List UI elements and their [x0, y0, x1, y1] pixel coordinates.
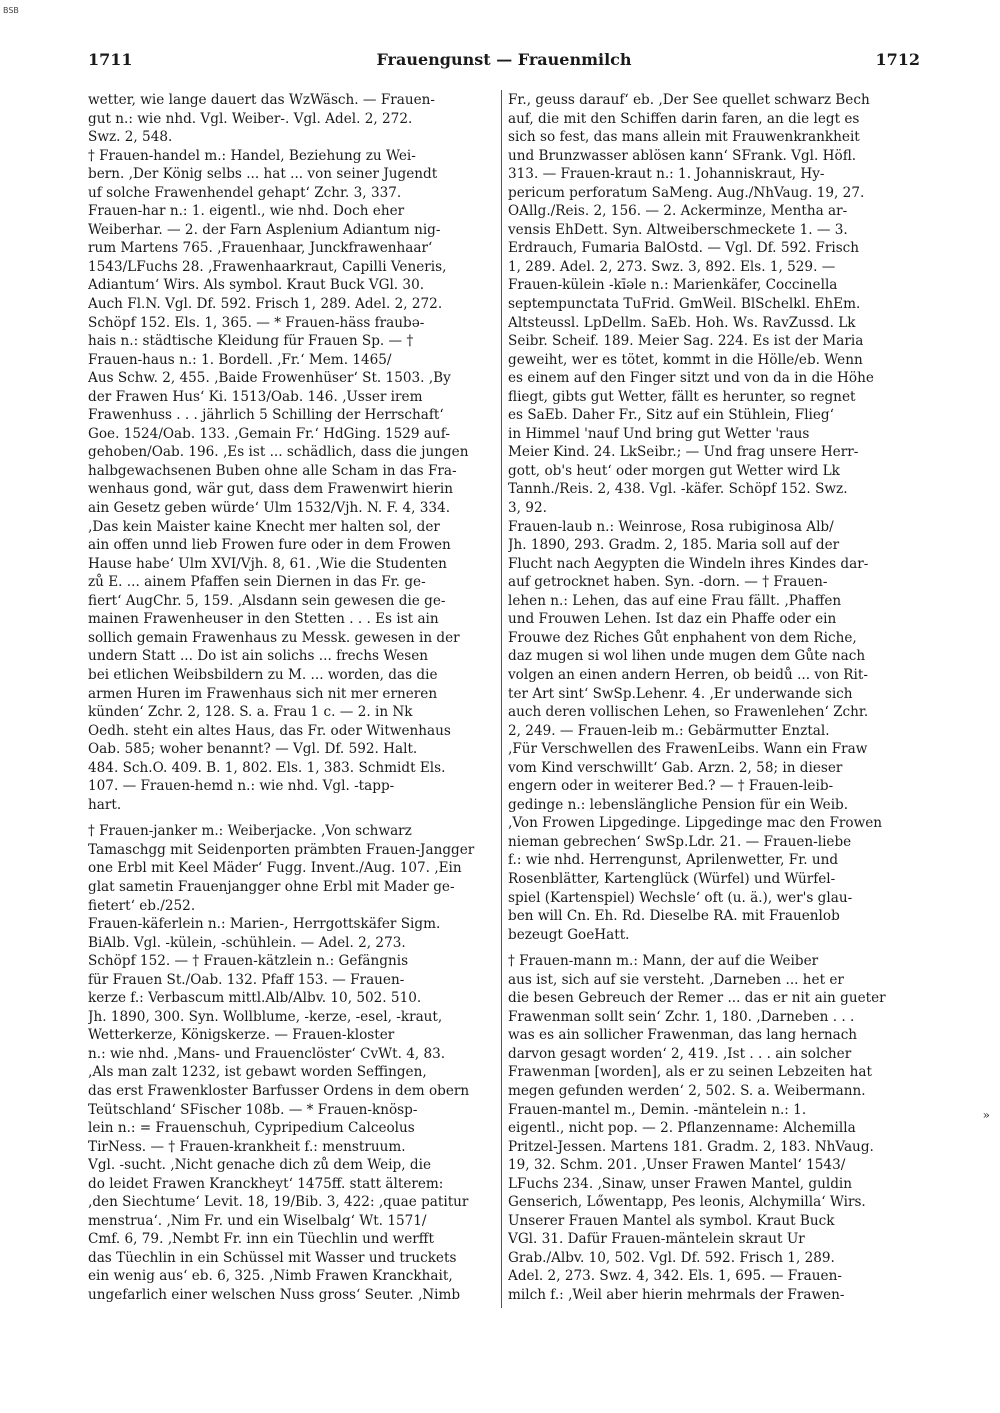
text-line: megen gefunden werden‘ 2, 502. S. a. Weibermann. [508, 1082, 866, 1099]
text-line: wenhaus gond, wär gut, dass dem Frawenwirt hierin [88, 481, 453, 498]
text-line: 107. — Frauen-hemd n.: wie nhd. Vgl. -tapp- [88, 778, 395, 795]
text-line: ungefarlich einer welschen Nuss gross‘ Seuter. ‚Nimb [88, 1287, 461, 1303]
text-line: Genserich, Lőwentapp, Pes leonis, Alchymilla‘ Wirs. [508, 1194, 866, 1211]
text-line: † Frauen-mann m.: Mann, der auf die Weiber [508, 953, 819, 970]
text-line: Frouwe dez Riches Gůt enphahent von dem Riche, [508, 629, 857, 646]
text-line: Frawenman [worden], als er zu seinen Lebzeiten hat [508, 1064, 872, 1081]
text-line: und Frouwen Lehen. Ist daz ein Phaffe oder ein [508, 611, 837, 628]
text-line: und Brunzwasser ablösen kann‘ SFrank. Vgl. Höfl. [508, 147, 857, 164]
text-line: ‚Das kein Maister kaine Knecht mer halten sol, der [88, 518, 440, 535]
text-line: Aus Schw. 2, 455. ‚Baide Frowenhüser‘ St. 1503. ‚By [88, 370, 451, 387]
text-line: das erst Frawenkloster Barfusser Ordens in dem obern [88, 1082, 470, 1099]
text-line: die besen Gebreuch der Remer ... das er nit ain gueter [508, 990, 886, 1007]
text-line: † Frauen-janker m.: Weiberjacke. ‚Von schwarz [88, 823, 412, 840]
text-line: ben will Cn. Eh. Rd. Dieselbe RA. mit Frauenlob [508, 908, 840, 925]
text-line: LFuchs 234. ‚Sinaw, unser Frawen Mantel, guldin [508, 1175, 852, 1192]
text-line: glat sametin Frauenjangger ohne Erbl mit Mader ge- [88, 878, 455, 895]
paragraph-gap [88, 814, 496, 822]
text-line: Oedh. steht ein altes Haus, das Fr. oder Witwenhaus [88, 722, 451, 739]
text-line: rum Martens 765. ‚Frauenhaar, Junckfrawenhaar‘ [88, 240, 433, 257]
text-line: pericum perforatum SaMeng. Aug./NhVaug. 19, 27. [508, 184, 865, 201]
text-line: gott, ob's heut‘ oder morgen gut Wetter wird Lk [508, 462, 840, 479]
text-line: ain offen unnd lieb Frowen fure oder in dem Frowen [88, 537, 451, 554]
running-title: Frauengunst — Frauenmilch [376, 50, 632, 69]
text-line: auf, die mit den Schiffen darin faren, an die legt es [508, 110, 860, 127]
library-corner-label: BSB [3, 6, 19, 15]
text-line: ‚Als man zalt 1232, ist gebawt worden Seffingen, [88, 1064, 427, 1081]
text-line: Rosenblätter, Kartenglück (Würfel) und Würfel- [508, 870, 836, 887]
text-line: Pritzel-Jessen. Martens 181. Gradm. 2, 183. NhVaug. [508, 1138, 874, 1155]
text-line: Frauen-laub n.: Weinrose, Rosa rubiginosa Alb/ [508, 518, 834, 535]
page-header [88, 50, 920, 74]
text-line: Unserer Frauen Mantel als symbol. Kraut Buck [508, 1212, 835, 1229]
text-line: Wetterkerze, Königskerze. — Frauen-kloster [88, 1027, 395, 1044]
text-line: ‚Von Frowen Lipgedinge. Lipgedinge mac den Frowen [508, 815, 883, 832]
text-line: Flucht nach Aegypten die Windeln ihres Kindes dar- [508, 555, 869, 572]
text-line: fietert‘ eb./252. [88, 897, 196, 914]
text-line: sich so fest, das mans allein mit Frauwenkrankheit [508, 129, 860, 146]
right-column [508, 91, 920, 1305]
text-line: 1543/LFuchs 28. ‚Frawenhaarkraut, Capilli Veneris, [88, 258, 447, 275]
text-line: Schöpf 152. Els. 1, 365. — * Frauen-häss fraubə- [88, 314, 425, 331]
text-line: Frawenman sollt sein‘ Zchr. 1, 180. ‚Darneben . . . [508, 1008, 855, 1025]
text-line: gedinge n.: lebenslängliche Pension für ein Weib. [508, 796, 849, 813]
text-line: daz mugen si wol lihen unde mugen dem Gůte nach [508, 648, 866, 665]
text-line: 484. Sch.O. 409. B. 1, 802. Els. 1, 383. Schmidt Els. [88, 759, 446, 776]
text-line: TirNess. — † Frauen-krankheit f.: menstruum. [88, 1138, 406, 1155]
text-line: Tannh./Reis. 2, 438. Vgl. -käfer. Schöpf 152. Swz. [508, 481, 848, 498]
text-line: lehen n.: Lehen, das auf eine Frau fällt. ‚Phaffen [508, 592, 842, 609]
text-line: Meier Kind. 24. LkSeibr.; — Und frag unsere Herr- [508, 444, 859, 461]
text-line: wetter, wie lange dauert das WzWäsch. — Frauen- [88, 92, 436, 108]
text-line: hais n.: städtische Kleidung für Frauen Sp. — † [88, 333, 414, 350]
text-line: Auch Fl.N. Vgl. Df. 592. Frisch 1, 289. Adel. 2, 272. [88, 296, 443, 313]
text-line: Erdrauch, Fumaria BalOstd. — Vgl. Df. 592. Frisch [508, 240, 860, 257]
text-line: Frauen-käferlein n.: Marien-, Herrgottskäfer Sigm. [88, 916, 441, 933]
text-line: geweiht, wer es tötet, kommt in die Hölle/eb. Wenn [508, 351, 863, 368]
text-line: Vgl. -sucht. ‚Nicht genache dich zů dem Weip, die [88, 1157, 431, 1174]
text-line: Seibr. Scheif. 189. Meier Sag. 224. Es ist der Maria [508, 333, 864, 350]
text-line: hart. [88, 796, 122, 813]
text-line: 3, 92. [508, 500, 547, 517]
text-line: BiAlb. Vgl. -külein, -schühlein. — Adel. 2, 273. [88, 934, 406, 951]
text-line: spiel (Kartenspiel) Wechsle‘ oft (u. ä.), wer's glau- [508, 889, 853, 906]
text-line: undern Statt ... Do ist ain solichs ... frechs Wesen [88, 648, 429, 665]
text-line: Adiantum‘ Wirs. Als symbol. Kraut Buck VGl. 30. [88, 277, 425, 294]
text-line: sollich gemain Frawenhaus zu Messk. gewesen in der [88, 629, 460, 646]
text-line: der Frawen Hus‘ Ki. 1513/Oab. 146. ‚Usser irem [88, 388, 423, 405]
text-line: Fr., geuss darauf‘ eb. ‚Der See quellet schwarz Bech [508, 92, 870, 108]
text-line: gehoben/Oab. 196. ‚Es ist ... schädlich, dass die jungen [88, 444, 469, 461]
text-line: eigentl., nicht pop. — 2. Pflanzenname: Alchemilla [508, 1120, 856, 1137]
text-line: Frauen-haus n.: 1. Bordell. ‚Fr.‘ Mem. 1465/ [88, 351, 392, 368]
text-line: † Frauen-handel m.: Handel, Beziehung zu Wei- [88, 147, 416, 164]
text-line: vensis EhDett. Syn. Altweiberschmeckete 1. — 3. [508, 221, 848, 238]
text-line: Altsteussl. LpDellm. SaEb. Hoh. Ws. RavZussd. Lk [508, 314, 856, 331]
text-line: menstrua‘. ‚Nim Fr. und ein Wiselbalg‘ Wt. 1571/ [88, 1212, 427, 1229]
text-line: darvon gesagt worden‘ 2, 419. ‚Ist . . . ain solcher [508, 1045, 852, 1062]
text-line: f.: wie nhd. Herrengunst, Aprilenwetter, Fr. und [508, 852, 839, 869]
text-line: kerze f.: Verbascum mittl.Alb/Albv. 10, 502. 510. [88, 990, 422, 1007]
text-line: milch f.: ‚Weil aber hierin mehrmals der Frawen- [508, 1287, 845, 1303]
text-line: was es ain sollicher Frawenman, das lang hernach [508, 1027, 858, 1044]
right-page-number: 1712 [875, 50, 920, 69]
text-line: Goe. 1524/Oab. 133. ‚Gemain Fr.‘ HdGing. 1529 auf- [88, 425, 450, 442]
text-line: auf getrocknet haben. Syn. -dorn. — † Frauen- [508, 574, 828, 591]
text-line: in Himmel 'nauf Und bring gut Wetter 'raus [508, 425, 810, 442]
margin-mark: » [982, 1108, 990, 1122]
text-line: Tamaschgg mit Seidenporten prämbten Frauen-Jangger [88, 841, 475, 858]
text-line: ain Gesetz geben würde‘ Ulm 1532/Vjh. N. F. 4, 334. [88, 500, 451, 517]
text-line: Schöpf 152. — † Frauen-kätzlein n.: Gefängnis [88, 953, 409, 970]
text-line: armen Huren im Frawenhaus sich nit mer erneren [88, 685, 438, 702]
paragraph-gap [508, 944, 920, 952]
text-line: Frawenhuss . . . jährlich 5 Schilling der Herrschaft‘ [88, 407, 444, 424]
text-line: n.: wie nhd. ‚Mans- und Frauenclöster‘ CvWt. 4, 83. [88, 1045, 446, 1062]
text-line: 2, 249. — Frauen-leib m.: Gebärmutter Enztal. [508, 722, 830, 739]
text-line: Cmf. 6, 79. ‚Nembt Fr. inn ein Tüechlin und werfft [88, 1231, 434, 1248]
text-line: ein wenig aus‘ eb. 6, 325. ‚Nimb Frawen Kranckhait, [88, 1268, 453, 1285]
text-line: VGl. 31. Dafür Frauen-mäntelein skraut Ur [508, 1231, 805, 1248]
text-line: volgen an einen andern Herren, ob beidů ... von Rit- [508, 666, 868, 683]
text-line: Adel. 2, 273. Swz. 4, 342. Els. 1, 695. — Frauen- [508, 1268, 842, 1285]
text-line: künden‘ Zchr. 2, 128. S. a. Frau 1 c. — 2. in Nk [88, 704, 413, 721]
text-line: es einem auf den Finger sitzt und von da in die Höhe [508, 370, 874, 387]
text-line: bezeugt GoeHatt. [508, 926, 630, 943]
text-line: Jh. 1890, 300. Syn. Wollblume, -kerze, -esel, -kraut, [88, 1008, 443, 1025]
text-line: 19, 32. Schm. 201. ‚Unser Frawen Mantel‘ 1543/ [508, 1157, 846, 1174]
text-line: Hause habe‘ Ulm XVI/Vjh. 8, 61. ‚Wie die Studenten [88, 555, 447, 572]
left-column [88, 91, 496, 1305]
text-line: bern. ‚Der König selbs ... hat ... von seiner Jugendt [88, 166, 438, 183]
text-line: nieman gebrechen‘ SwSp.Ldr. 21. — Frauen-liebe [508, 833, 852, 850]
text-line: 313. — Frauen-kraut n.: 1. Johanniskraut, Hy- [508, 166, 825, 183]
text-line: es SaEb. Daher Fr., Sitz auf ein Stühlein, Flieg‘ [508, 407, 834, 424]
text-line: bei etlichen Weibsbildern zu M. ... worden, das die [88, 666, 438, 683]
text-line: engern oder in weiterer Bed.? — † Frauen-leib- [508, 778, 834, 795]
text-line: für Frauen St./Oab. 132. Pfaff 153. — Frauen- [88, 971, 405, 988]
text-line: auch deren vollischen Lehen, so Frawenlehen‘ Zchr. [508, 704, 869, 721]
text-line: septempunctata TuFrid. GmWeil. BlSchelkl. EhEm. [508, 296, 861, 313]
text-line: halbgewachsenen Buben ohne alle Scham in das Fra- [88, 462, 457, 479]
text-line: one Erbl mit Keel Mäder‘ Fugg. Invent./Aug. 107. ‚Ein [88, 860, 462, 877]
text-line: fiert‘ AugChr. 5, 159. ‚Alsdann sein gewesen die ge- [88, 592, 446, 609]
text-line: Teütschland‘ SFischer 108b. — * Frauen-knösp- [88, 1101, 418, 1118]
text-line: Weiberhar. — 2. der Farn Asplenium Adiantum nig- [88, 221, 441, 238]
text-line: Frauen-mantel m., Demin. -mäntelein n.: 1. [508, 1101, 807, 1118]
column-divider [501, 90, 502, 1308]
text-line: do leidet Frawen Kranckheyt‘ 1475ff. statt älterem: [88, 1175, 444, 1192]
text-line: vom Kind verschwillt‘ Gab. Arzn. 2, 58; in dieser [508, 759, 843, 776]
text-line: ‚Für Verschwellen des FrawenLeibs. Wann ein Fraw [508, 741, 868, 758]
text-line: OAllg./Reis. 2, 156. — 2. Ackerminze, Mentha ar- [508, 203, 848, 220]
text-line: aus ist, sich auf sie versteht. ‚Darneben ... het er [508, 971, 844, 988]
text-line: gut n.: wie nhd. Vgl. Weiber-. Vgl. Adel. 2, 272. [88, 110, 413, 127]
text-line: uf solche Frawenhendel gehapt‘ Zchr. 3, 337. [88, 184, 402, 201]
text-line: Swz. 2, 548. [88, 129, 173, 146]
text-line: lein n.: = Frauenschuh, Cypripedium Calceolus [88, 1120, 415, 1137]
text-line: Grab./Albv. 10, 502. Vgl. Df. 592. Frisch 1, 289. [508, 1249, 835, 1266]
text-line: mainen Frawenheuser in den Stetten . . . Es ist ain [88, 611, 439, 628]
text-line: Jh. 1890, 293. Gradm. 2, 185. Maria soll auf der [508, 537, 840, 554]
text-line: ‚den Siechtume‘ Levit. 18, 19/Bib. 3, 422: ‚quae patitur [88, 1194, 469, 1211]
text-line: Frauen-külein -kīəle n.: Marienkäfer, Coccinella [508, 277, 838, 294]
text-line: 1, 289. Adel. 2, 273. Swz. 3, 892. Els. 1, 529. — [508, 258, 836, 275]
text-line: Oab. 585; woher benannt? — Vgl. Df. 592. Halt. [88, 741, 418, 758]
text-line: ter Art sint‘ SwSp.Lehenr. 4. ‚Er underwande sich [508, 685, 853, 702]
text-line: fliegt, gibts gut Wetter, fällt es herunter, so regnet [508, 388, 856, 405]
text-line: zů E. ... ainem Pfaffen sein Diernen in das Fr. ge- [88, 574, 426, 591]
left-page-number: 1711 [88, 50, 133, 69]
text-line: das Tüechlin in ein Schüssel mit Wasser und truckets [88, 1249, 457, 1266]
text-line: Frauen-har n.: 1. eigentl., wie nhd. Doch eher [88, 203, 405, 220]
